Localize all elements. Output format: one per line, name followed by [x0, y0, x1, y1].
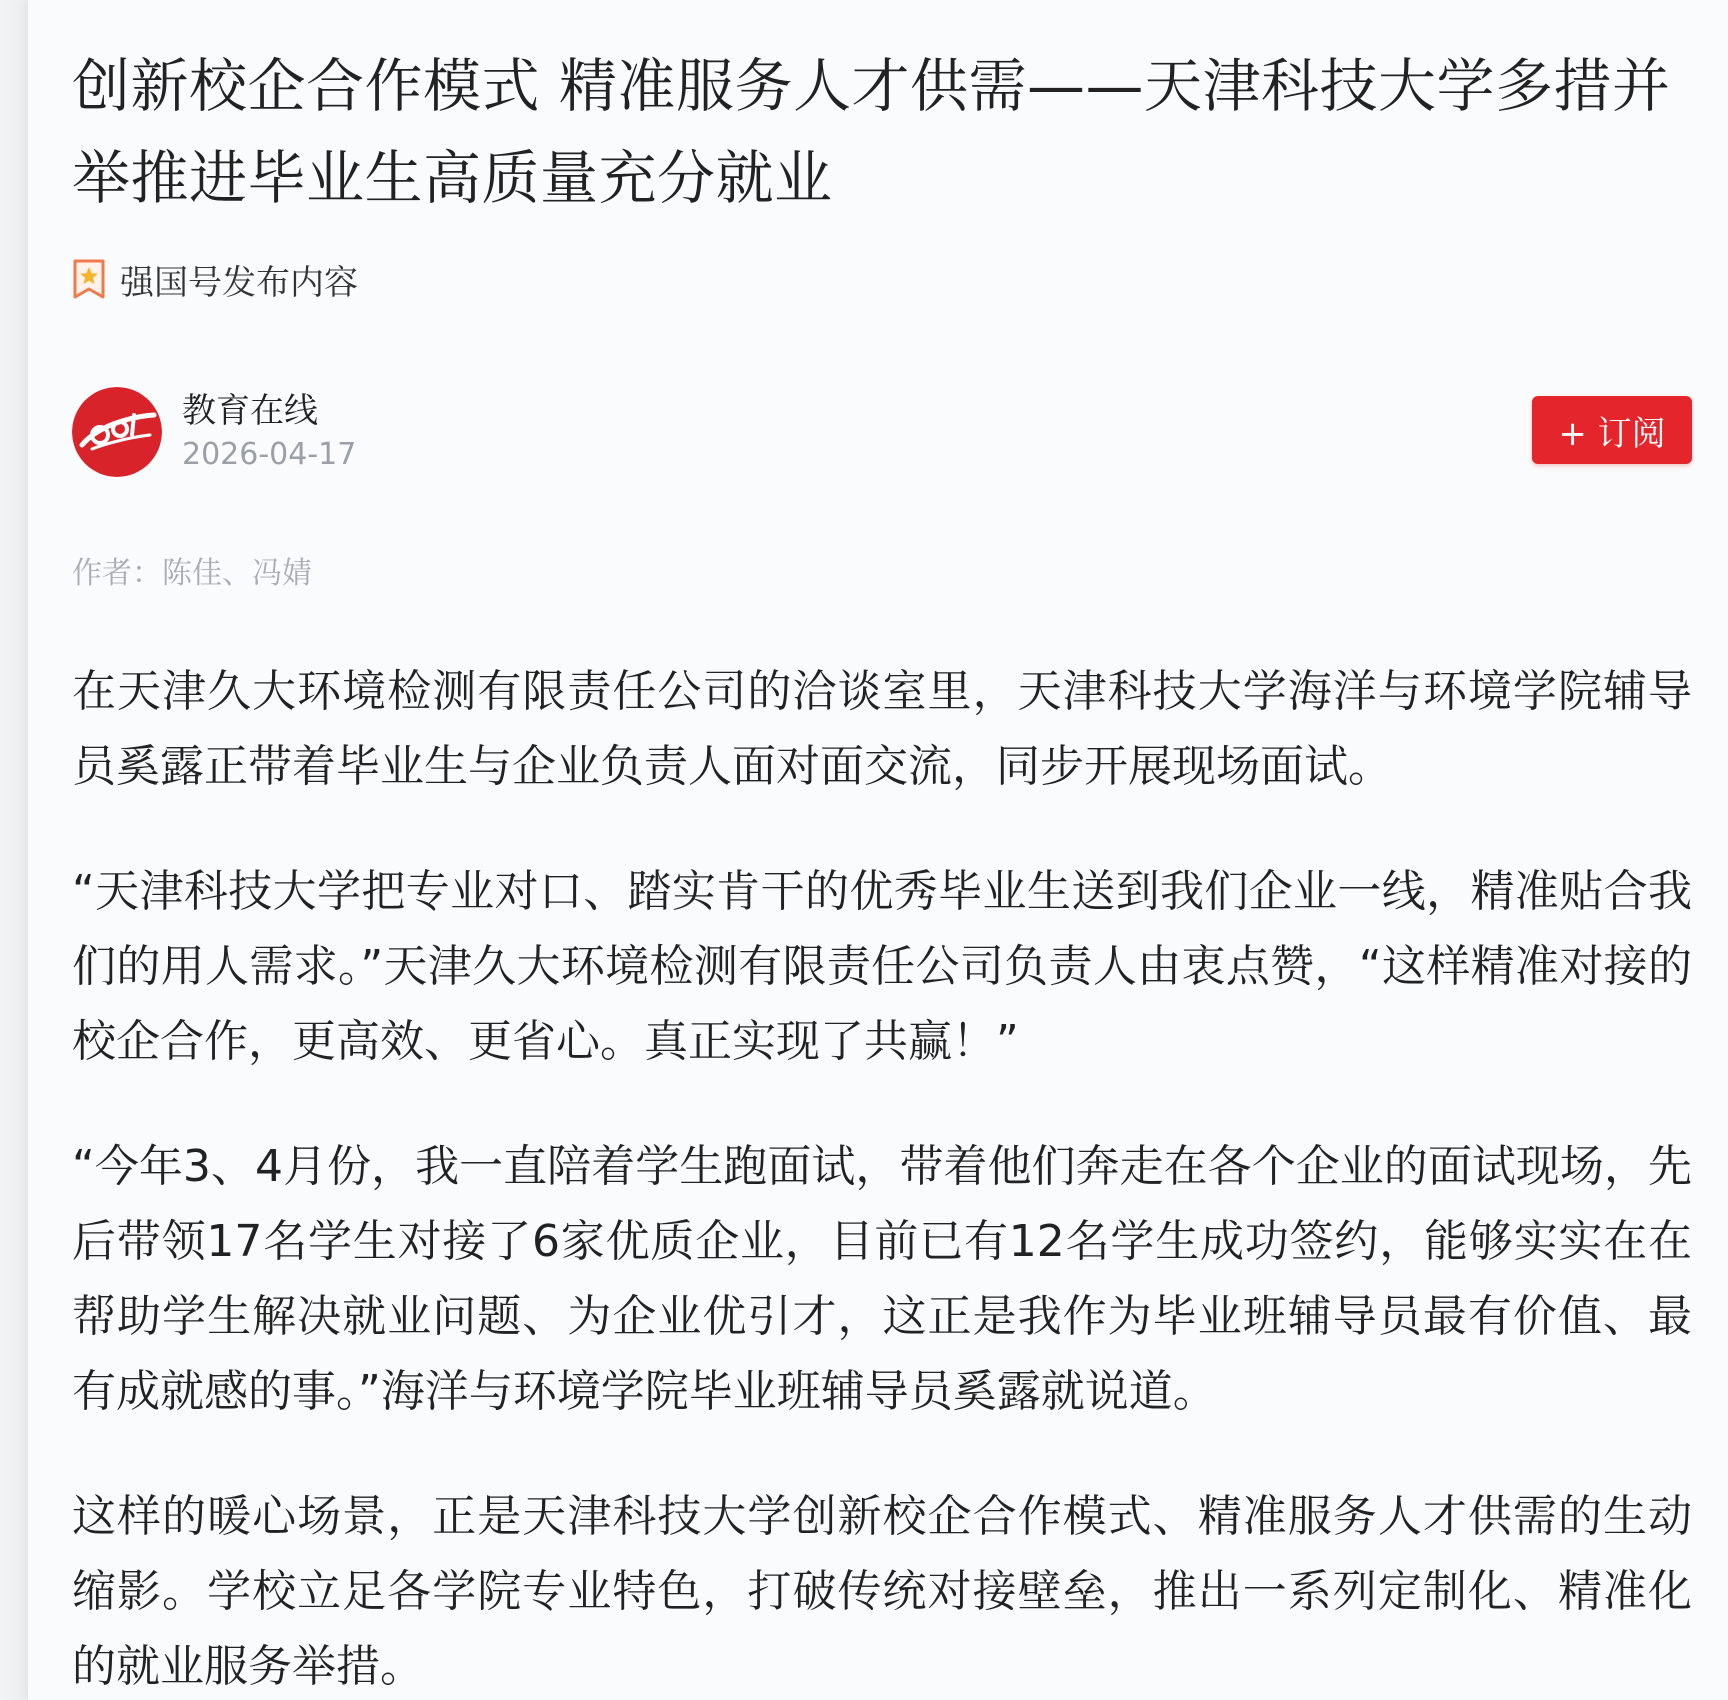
- source-label: 强国号发布内容: [120, 262, 358, 303]
- publisher-name[interactable]: 教育在线: [182, 391, 318, 431]
- article-paragraph: 这样的暖心场景，正是天津科技大学创新校企合作模式、精准服务人才供需的生动缩影。学校立足各学院专业特色，打破传统对接壁垒，推出一系列定制化、精准化的就业服务举措。: [72, 1491, 1692, 1692]
- article-paragraph: 在天津久大环境检测有限责任公司的洽谈室里，天津科技大学海洋与环境学院辅导员奚露正带着毕业生与企业负责人面对面交流，同步开展现场面试。: [72, 666, 1692, 792]
- source-row: [72, 254, 1692, 304]
- article-title: 创新校企合作模式 精准服务人才供需——天津科技大学多措并举推进毕业生高质量充分就业: [72, 52, 1671, 212]
- publisher-avatar[interactable]: [72, 387, 162, 477]
- article-paragraph: “天津科技大学把专业对口、踏实肯干的优秀毕业生送到我们企业一线，精准贴合我们的用人需求。”天津久大环境检测有限责任公司负责人由衷点赞，“这样精准对接的校企合作，更高效、更省心。真正实现了共赢！”: [72, 866, 1692, 1067]
- author-byline: 作者：陈佳、冯婧: [72, 556, 312, 591]
- publish-date: 2026-04-17: [182, 437, 357, 472]
- publisher-info: [182, 389, 356, 475]
- publisher-row: [72, 384, 1692, 480]
- article-body: [72, 654, 1692, 1700]
- subscribe-button[interactable]: + 订阅: [1532, 396, 1692, 464]
- window-left-edge: [0, 0, 28, 1700]
- article-page: [28, 0, 1728, 1700]
- article-content: [72, 40, 1692, 1700]
- bookmark-star-icon: [72, 258, 106, 300]
- article-paragraph: “今年3、4月份，我一直陪着学生跑面试，带着他们奔走在各个企业的面试现场，先后带领17名学生对接了6家优质企业，目前已有12名学生成功签约，能够实实在在帮助学生解决就业问题、为企业优引才，这正是我作为毕业班辅导员最有价值、最有成就感的事。”海洋与环境学院毕业班辅导员奚露就说道。: [72, 1141, 1692, 1417]
